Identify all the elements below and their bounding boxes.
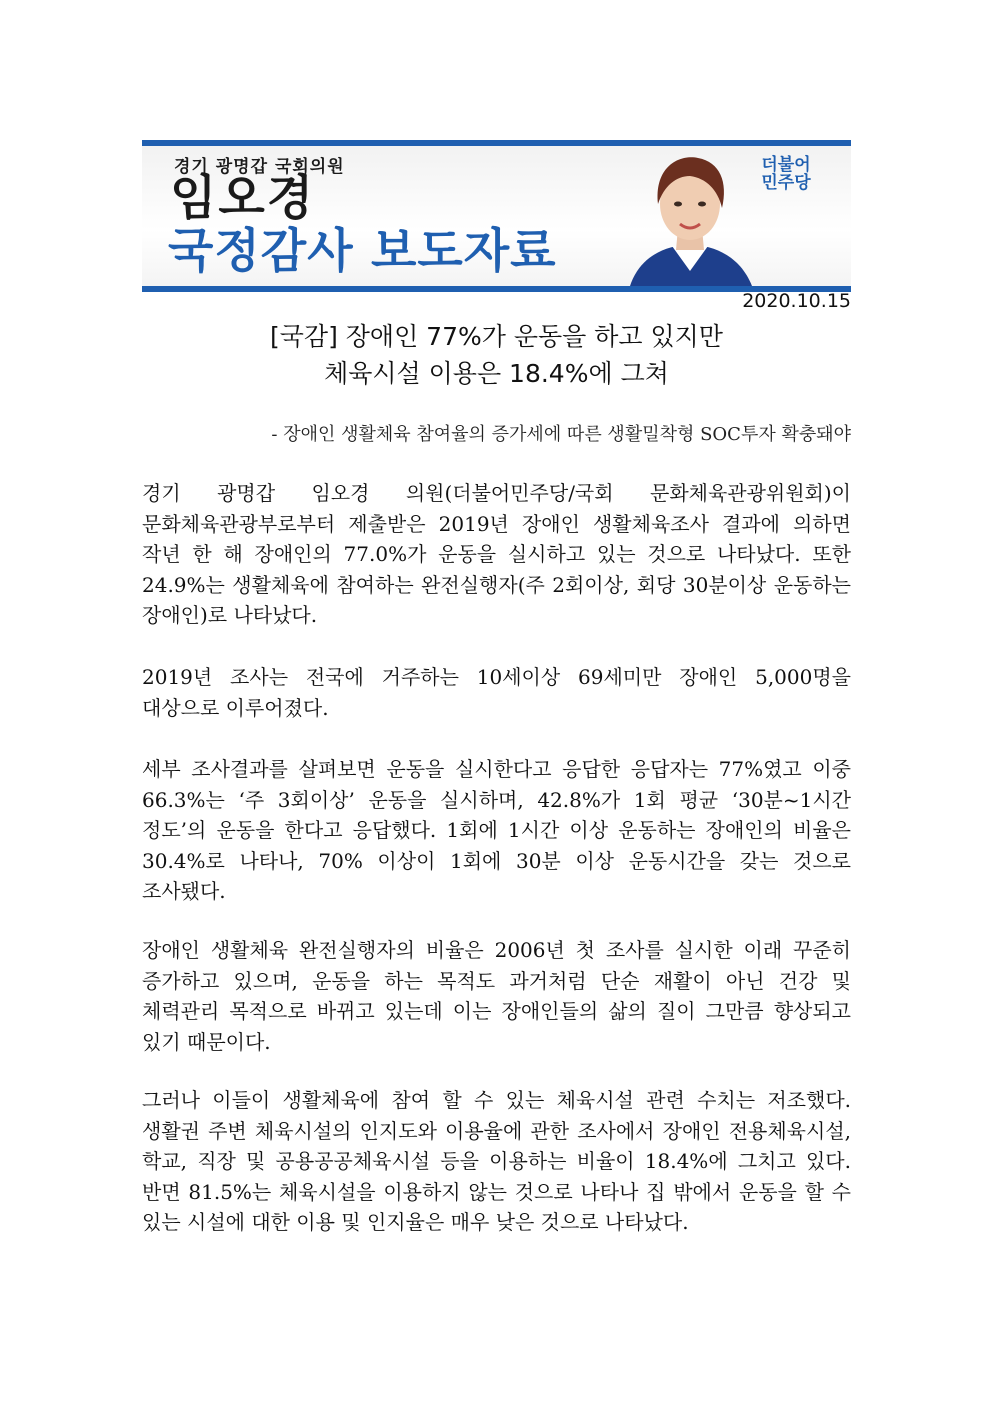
lead-subheading: - 장애인 생활체육 참여율의 증가세에 따른 생활밀착형 SOC투자 확충돼야	[271, 424, 851, 445]
lawmaker-name: 임오경	[170, 170, 316, 226]
release-date: 2020.10.15	[742, 290, 851, 312]
party-logo	[754, 156, 818, 192]
headline-line-1: [국감] 장애인 77%가 운동을 하고 있지만	[270, 322, 723, 351]
body-paragraph-1: 경기 광명갑 임오경 의원(더불어민주당/국회 문화체육관광위원회)이 문화체육관광부로부터 제출받은 2019년 장애인 생활체육조사 결과에 의하면 작년 한 해 장애인의 77.0%가 운동을 실시하고 있는 것으로 나타났다. 또한 24.9%는 생활체육에 참여하는 완전실행자(주 2회이상, 회당 30분이상 운동하는 장애인)로 나타났다.	[142, 481, 851, 628]
body-paragraph-2: 2019년 조사는 전국에 거주하는 10세이상 69세미만 장애인 5,000명을 대상으로 이루어졌다.	[142, 665, 851, 720]
lawmaker-portrait	[620, 146, 760, 286]
banner-subtitle: 경기 광명갑 국회의원	[174, 157, 345, 177]
banner-report-title: 국정감사 보도자료	[168, 224, 557, 279]
headline	[142, 318, 851, 392]
body-paragraph-3: 세부 조사결과를 살펴보면 운동을 실시한다고 응답한 응답자는 77%였고 이중 66.3%는 ‘주 3회이상’ 운동을 실시하며, 42.8%가 1회 평균 ‘30분~1시간 정도’의 운동을 한다고 응답했다. 1회에 1시간 이상 운동하는 장애인의 비율은 30.4%로 나타나, 70% 이상이 1회에 30분 이상 운동시간을 갖는 것으로 조사됐다.	[142, 757, 851, 904]
party-logo-line1: 더불어	[761, 155, 811, 175]
party-logo-line2: 민주당	[761, 173, 811, 193]
body-paragraph-5: 그러나 이들이 생활체육에 참여 할 수 있는 체육시설 관련 수치는 저조했다. 생활권 주변 체육시설의 인지도와 이용율에 관한 조사에서 장애인 전용체육시설, 학교, 직장 및 공용공공체육시설 등을 이용하는 비율이 18.4%에 그치고 있다. 반면 81.5%는 체육시설을 이용하지 않는 것으로 나타나 집 밖에서 운동을 할 수 있는 시설에 대한 이용 및 인지율은 매우 낮은 것으로 나타났다.	[142, 1088, 851, 1235]
body-paragraph-4: 장애인 생활체육 완전실행자의 비율은 2006년 첫 조사를 실시한 이래 꾸준히 증가하고 있으며, 운동을 하는 목적도 과거처럼 단순 재활이 아닌 건강 및 체력관리 목적으로 바뀌고 있는데 이는 장애인들의 삶의 질이 그만큼 향상되고 있기 때문이다.	[142, 938, 851, 1054]
press-release-banner	[142, 140, 851, 292]
headline-line-2: 체육시설 이용은 18.4%에 그쳐	[324, 359, 669, 388]
